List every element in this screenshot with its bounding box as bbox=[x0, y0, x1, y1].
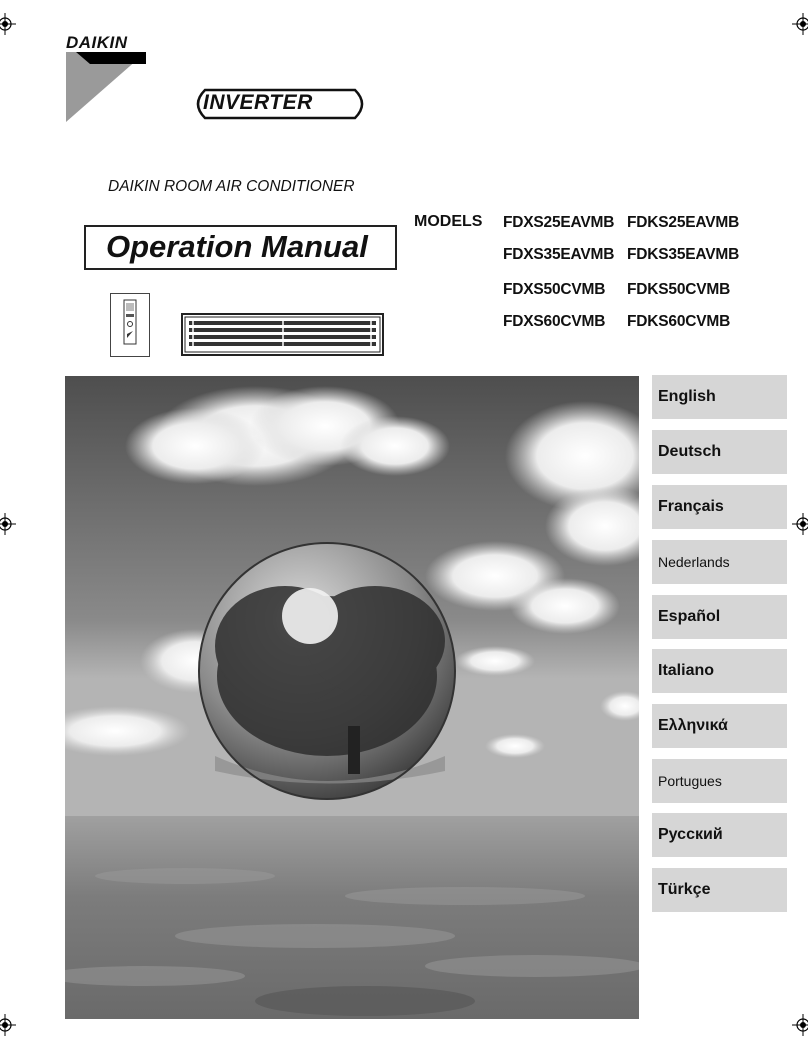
registration-mark-icon bbox=[0, 1014, 16, 1036]
registration-mark-icon bbox=[792, 13, 808, 35]
product-subtitle: DAIKIN ROOM AIR CONDITIONER bbox=[108, 178, 355, 195]
model-number: FDXS50CVMB bbox=[503, 281, 606, 298]
registration-mark-icon bbox=[792, 513, 808, 535]
model-number: FDXS35EAVMB bbox=[503, 246, 615, 263]
language-tab-english[interactable]: English bbox=[652, 375, 787, 419]
brand-logo-text: DAIKIN bbox=[66, 33, 128, 52]
model-number: FDKS35EAVMB bbox=[627, 246, 740, 263]
indoor-unit-icon bbox=[181, 313, 384, 356]
registration-mark-icon bbox=[0, 513, 16, 535]
model-number: FDKS25EAVMB bbox=[627, 214, 740, 231]
model-number: FDKS60CVMB bbox=[627, 313, 731, 330]
registration-mark-icon bbox=[792, 1014, 808, 1036]
language-tab-portugues[interactable]: Portugues bbox=[652, 759, 787, 803]
remote-controller-icon bbox=[110, 293, 150, 357]
inverter-logo-text: INVERTER bbox=[203, 91, 313, 114]
daikin-logo-triangle bbox=[66, 52, 146, 122]
language-tab-italiano[interactable]: Italiano bbox=[652, 649, 787, 693]
language-tab-deutsch[interactable]: Deutsch bbox=[652, 430, 787, 474]
language-tab-espanol[interactable]: Español bbox=[652, 595, 787, 639]
language-tab-greek[interactable]: Ελληνικά bbox=[652, 704, 787, 748]
cover-photo bbox=[65, 376, 639, 1019]
model-number: FDKS50CVMB bbox=[627, 281, 731, 298]
registration-mark-icon bbox=[0, 13, 16, 35]
model-number: FDXS25EAVMB bbox=[503, 214, 615, 231]
models-label: MODELS bbox=[414, 213, 483, 230]
language-tab-russian[interactable]: Русский bbox=[652, 813, 787, 857]
document-title: Operation Manual bbox=[106, 229, 368, 264]
language-tab-turkce[interactable]: Türkçe bbox=[652, 868, 787, 912]
language-tab-francais[interactable]: Français bbox=[652, 485, 787, 529]
language-tab-nederlands[interactable]: Nederlands bbox=[652, 540, 787, 584]
model-number: FDXS60CVMB bbox=[503, 313, 606, 330]
